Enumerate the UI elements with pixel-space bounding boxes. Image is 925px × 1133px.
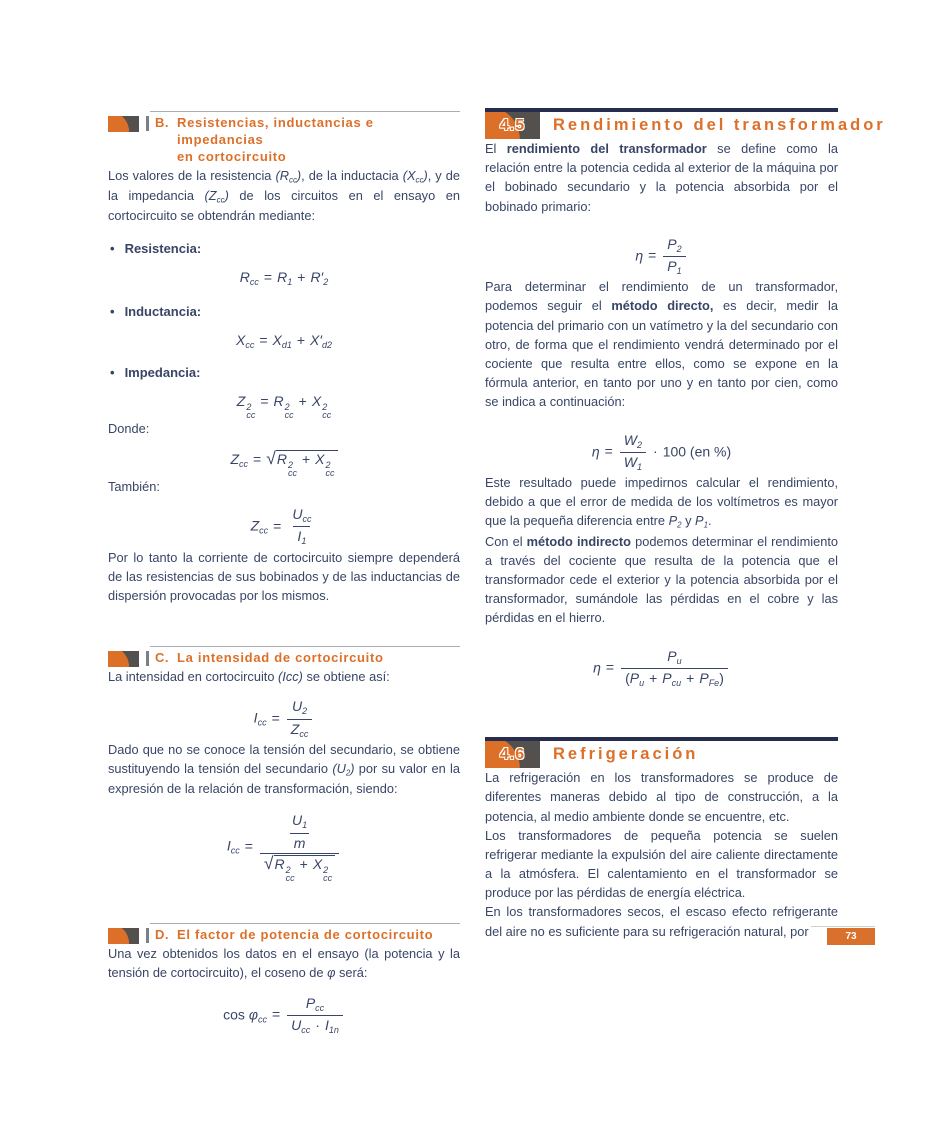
- label-tambien: También:: [108, 478, 160, 494]
- corner-swatch-icon: [108, 928, 139, 944]
- section-c-title-line1: La intensidad de cortocircuito: [177, 650, 384, 666]
- bullet-resistencia-label: Resistencia:: [124, 241, 202, 257]
- section-4-5-title: Rendimiento del transformador: [553, 116, 886, 134]
- heading-divider-icon: [146, 928, 149, 943]
- section-4-6-heading: [485, 737, 838, 768]
- page-number-tab: [827, 928, 875, 945]
- section-b-title-line2: en cortocircuito: [177, 148, 287, 164]
- left-column: [108, 110, 460, 1036]
- paragraph-factor-potencia-intro: Una vez obtenidos los datos en el ensayo (la potencia y la tensión de cortocircuito), el coseno de φ será:: [108, 946, 460, 981]
- formula-impedancia: Z 2 cc = R 2 cc + X 2 cc: [236, 392, 332, 420]
- paragraph-metodo-directo: Para determinar el rendimiento de un transformador, podemos seguir el método directo, es decir, medir la potencia del primario con un vatímetro y la del secundario con otro, de forma que el rendimiento vendrá determinado por el cociente que resulta entre ellos, como se expone en la fórmula anterior, en tanto por uno y en tanto por cien, como se indica a continuación:: [485, 279, 839, 410]
- section-b-title: [177, 115, 460, 166]
- formula-rendimiento-p2-p1: η = $\frac{P_2}{P_1}$: [485, 236, 838, 278]
- bullet-icon: •: [110, 304, 115, 320]
- bullet-impedancia-label: Impedancia:: [124, 365, 201, 381]
- bullet-impedancia: [108, 365, 460, 381]
- formula-impedancia-raiz: $Z_{cc}$ = √ R 2 cc + X 2 cc: [108, 450, 460, 477]
- section-c-title: [177, 650, 384, 667]
- section-number-badge: 4.6: [485, 741, 540, 768]
- section-b-title-line1: Resistencias, inductancias e impedancias: [177, 115, 374, 147]
- section-b-label: B.: [155, 115, 169, 130]
- paragraph-tension-secundario: Dado que no se conoce la tensión del secundario, se obtiene sustituyendo la tensión del secundario (U2) por su valor en la expresión de la relación de transformación, siendo:: [108, 741, 460, 797]
- bullet-resistencia: [108, 241, 460, 257]
- section-number-badge: 4.5: [485, 112, 540, 139]
- heading-divider-icon: [146, 651, 149, 666]
- formula-cos-phi-cc: $\cos \varphi_{cc}$ = $\frac{P_{cc}}{U_{cc} \cdot I_{1n}}$: [108, 995, 460, 1037]
- corner-swatch-icon: [108, 651, 139, 667]
- label-donde: Donde:: [108, 420, 150, 436]
- bullet-inductancia: [108, 304, 460, 320]
- paragraph-resistencias-intro: Los valores de la resistencia (Rcc), de la inductacia (Xcc), y de la impedancia (Zcc) de los circuitos en el ensayo en cortocircuito se obtendrán mediante:: [108, 167, 460, 224]
- bullet-icon: •: [110, 365, 115, 381]
- heading-divider-icon: [146, 116, 149, 131]
- paragraph-corriente-cortocircuito: Por lo tanto la corriente de cortocircuito siempre dependerá de las resistencias de sus bobinados y de las inductancias de dispersión provocadas por los mismos.: [108, 549, 460, 603]
- section-4-5-heading: [485, 108, 886, 139]
- corner-swatch-icon: [108, 116, 139, 132]
- formula-rendimiento-w2-w1: η = $\frac{W_2}{W_1}$ · 100 (en %): [591, 431, 732, 472]
- section-d-label: D.: [155, 927, 169, 943]
- section-b-heading: [108, 110, 460, 166]
- page-number: 73: [845, 931, 857, 942]
- bullet-inductancia-label: Inductancia:: [124, 304, 202, 320]
- formula-resistencia: $R_{cc} = R_1 + R'_2$: [239, 269, 329, 288]
- section-c-label: C.: [155, 650, 169, 666]
- paragraph-refrigeracion-intro: La refrigeración en los transformadores se produce de diferentes maneras debido al tipo de construcción, a la potencia, al medio ambiente donde se encuentre, etc.: [485, 770, 838, 824]
- section-4-6-title: Refrigeración: [553, 745, 699, 764]
- section-d-heading: [108, 922, 460, 944]
- formula-rendimiento-indirecto: η = $\frac{P_u}{(P_u + P_{cu} + P_{Fe})}$: [485, 648, 838, 690]
- formula-impedancia-ucc-i1: $Z_{cc}$ = $\frac{U_{cc}}{I_1}$: [250, 506, 312, 547]
- formula-inductancia: $X_{cc} = X_{d1} + X'_{d2}$: [235, 331, 333, 350]
- paragraph-rendimiento-definicion: El rendimiento del transformador se define como la relación entre la potencia cedida al exterior de la máquina por el bobinado secundario y la potencia absorbida por el bobinado primario:: [485, 141, 838, 214]
- paragraph-intensidad-intro: La intensidad en cortocircuito (Icc) se obtiene así:: [108, 669, 390, 685]
- paragraph-transformadores-secos: En los transformadores secos, el escaso efecto refrigerante del aire no es suficiente para su refrigeración natural, por: [485, 904, 838, 939]
- formula-icc-transformacion: $I_{cc}$ = $\frac{U_1}{m}$ √ R 2 cc + X 2 cc: [108, 812, 460, 882]
- section-c-heading: [108, 645, 460, 667]
- bullet-icon: •: [110, 241, 115, 257]
- formula-icc-u2-zcc: $I_{cc}$ = $\frac{U_2}{Z_{cc}}$: [108, 698, 460, 740]
- paragraph-metodo-indirecto: Con el método indirecto podemos determinar el rendimiento a través del cociente que resulta de la potencia que el transformador cede el exterior y la potencia absorbida por el transformador, sumándole las pérdidas en el cobre y las pérdidas en el hierro.: [485, 533, 839, 626]
- paragraph-pequena-potencia: Los transformadores de pequeña potencia se suelen refrigerar mediante la expulsión del aire caliente directamente a la atmósfera. El calentamiento en el transformador se produce por las pérdidas de energía eléctrica.: [485, 827, 838, 901]
- paragraph-error-voltimetros: Este resultado puede impedirnos calcular el rendimiento, debido a que el error de medida de los voltímetros es mayor que la pequeña diferencia entre P2 y P1.: [485, 475, 838, 530]
- section-d-title-line1: El factor de potencia de cortocircuito: [177, 927, 434, 943]
- section-d-title: [177, 927, 433, 944]
